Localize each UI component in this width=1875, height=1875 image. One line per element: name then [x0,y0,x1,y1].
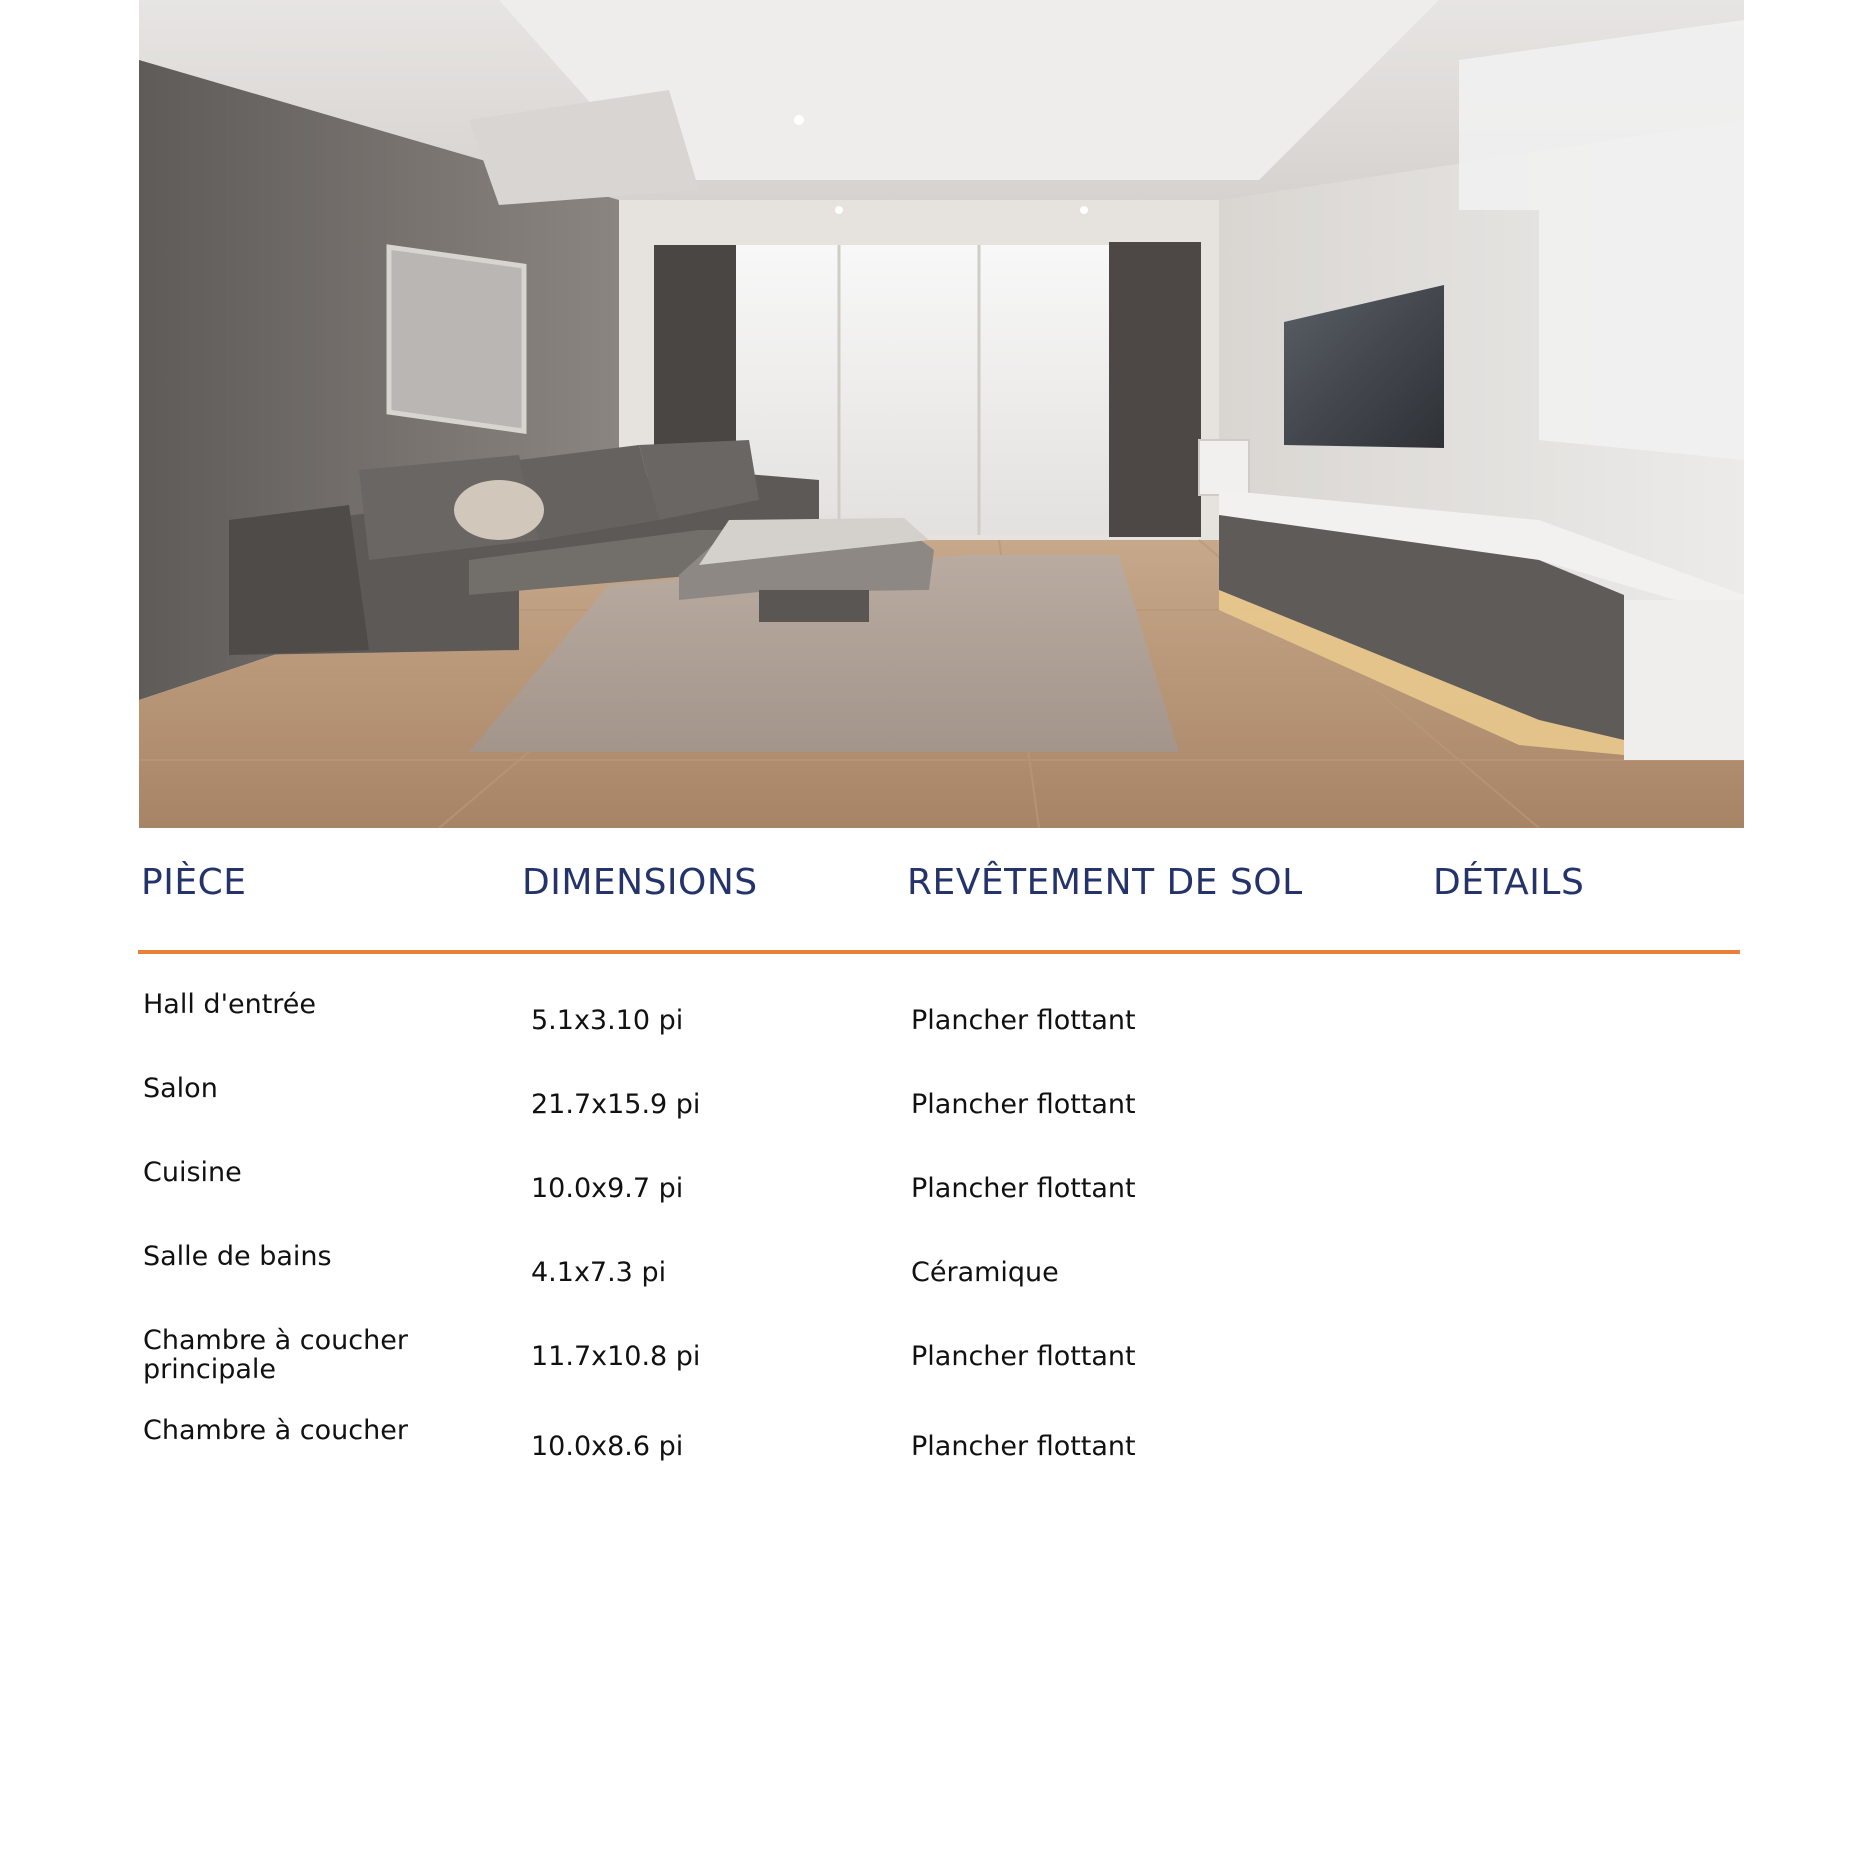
header-room: PIÈCE [141,862,247,903]
table-header [139,862,1744,922]
room-cell: Chambre à coucher [143,1415,408,1446]
dimensions-cell: 5.1x3.10 pi [531,1005,684,1036]
living-room-photo [139,0,1744,828]
room-cell: Cuisine [143,1157,242,1188]
table-row [139,1326,1744,1416]
table-row [139,1158,1744,1242]
room-cell: Salle de bains [143,1241,332,1272]
table-row [139,1074,1744,1158]
flooring-cell: Plancher flottant [911,1089,1136,1120]
header-dimensions: DIMENSIONS [522,862,758,903]
dimensions-cell: 4.1x7.3 pi [531,1257,667,1288]
table-row [139,1242,1744,1326]
header-divider [138,950,1740,954]
room-cell: Hall d'entrée [143,989,317,1020]
flooring-cell: Plancher flottant [911,1431,1136,1462]
header-flooring: REVÊTEMENT DE SOL [907,862,1303,903]
flooring-cell: Plancher flottant [911,1173,1136,1204]
flooring-cell: Plancher flottant [911,1341,1136,1372]
flooring-cell: Plancher flottant [911,1005,1136,1036]
dimensions-cell: 11.7x10.8 pi [531,1341,701,1372]
flooring-cell: Céramique [911,1257,1059,1288]
dimensions-cell: 21.7x15.9 pi [531,1089,701,1120]
table-row [139,1416,1744,1500]
table-row [139,990,1744,1074]
room-cell: Chambre à coucher principale [143,1325,408,1385]
table-body [139,990,1744,1500]
room-cell: Salon [143,1073,218,1104]
header-details: DÉTAILS [1433,862,1585,903]
dimensions-cell: 10.0x8.6 pi [531,1431,684,1462]
dimensions-cell: 10.0x9.7 pi [531,1173,684,1204]
